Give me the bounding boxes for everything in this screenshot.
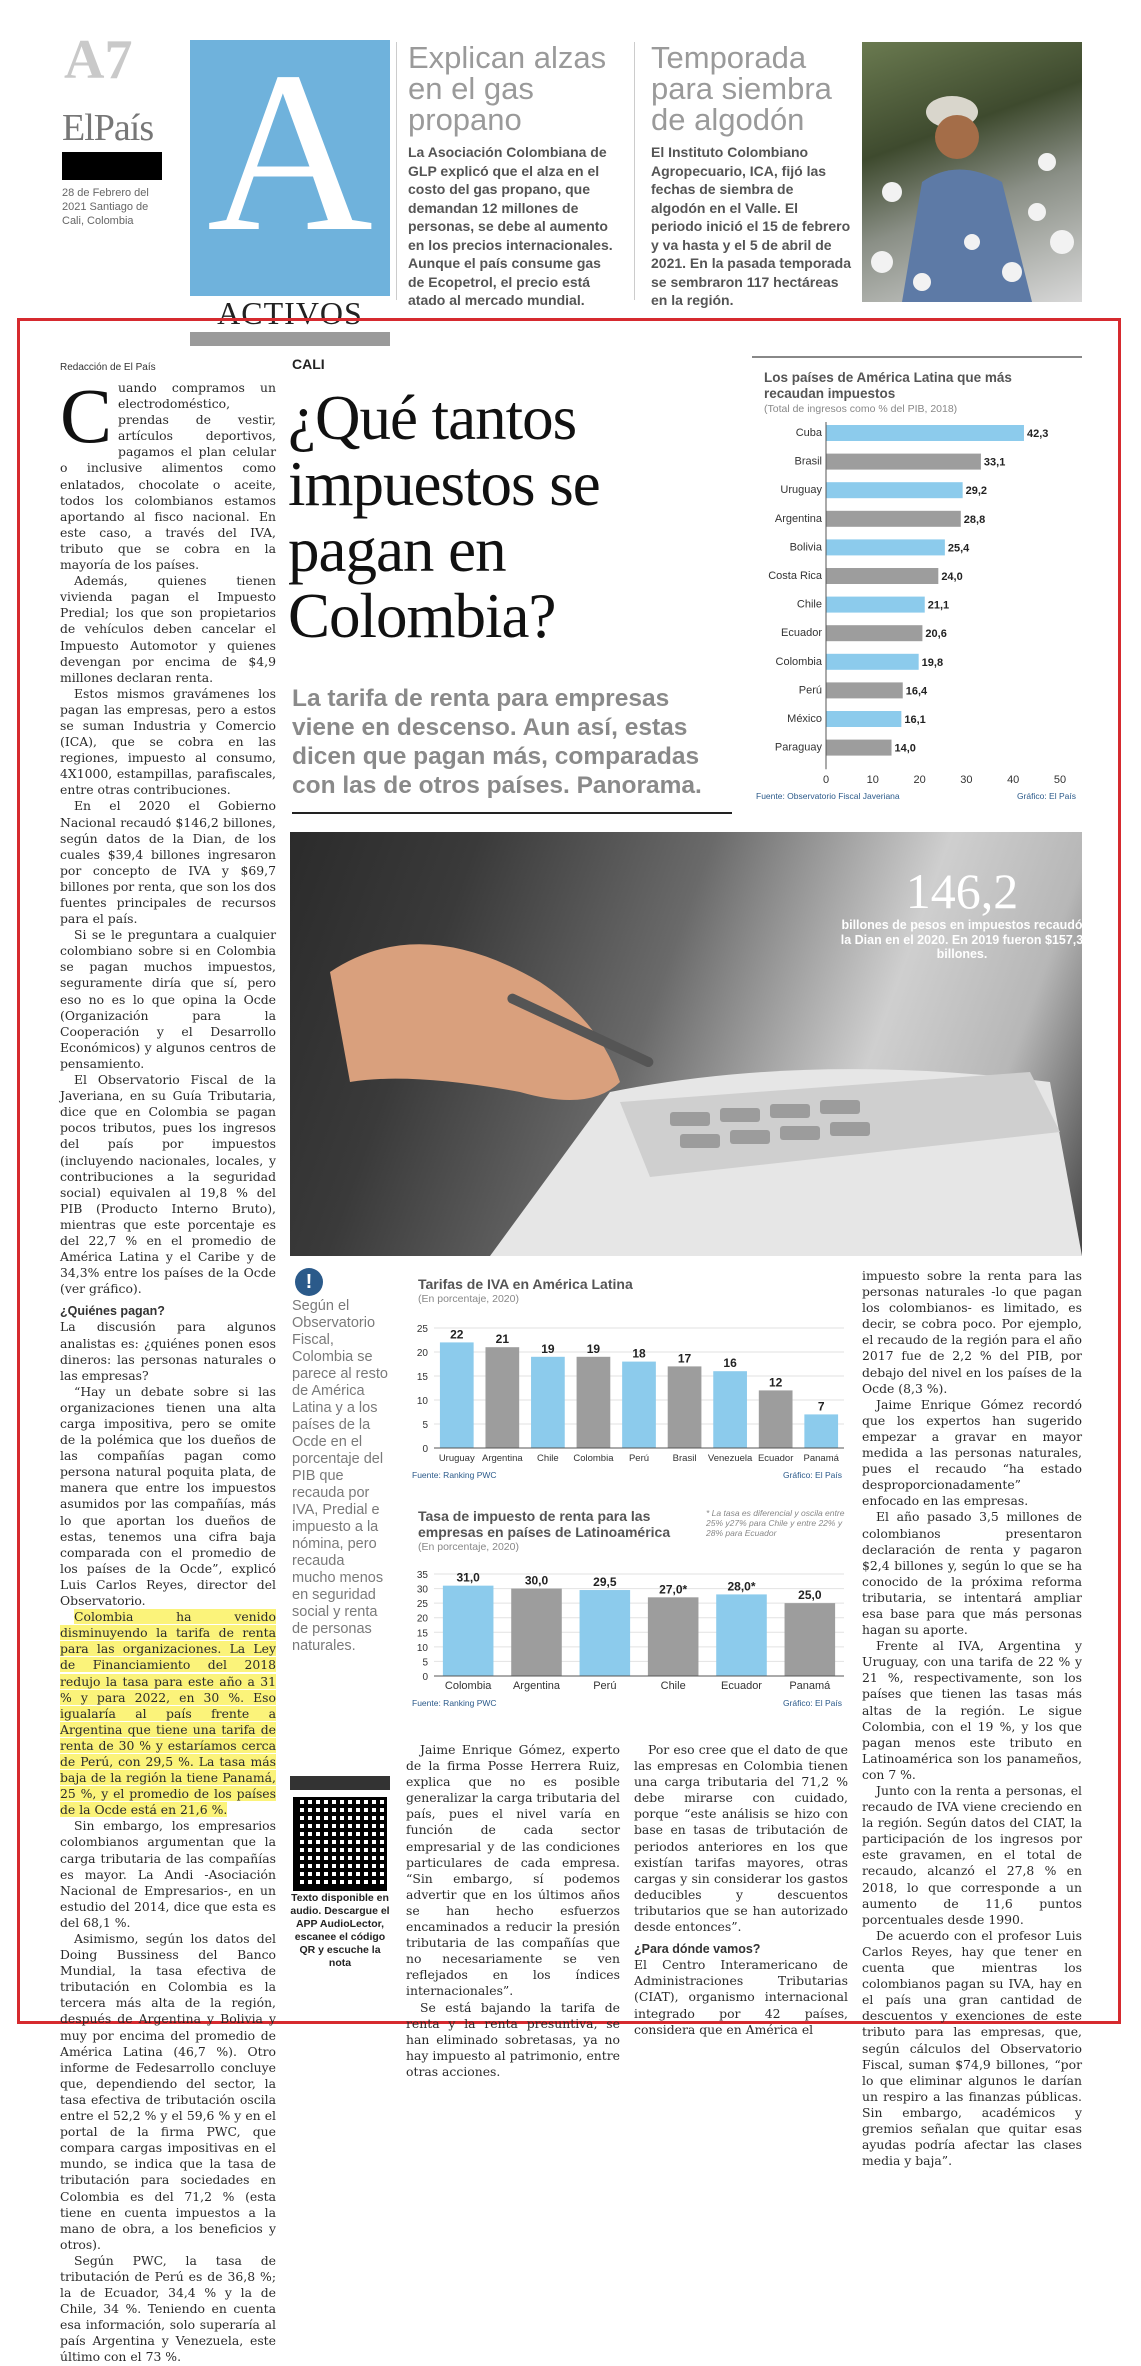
data-label: 19,8 (921, 656, 944, 669)
tick-label: 5 (422, 1657, 428, 1669)
chart-subtitle: (En porcentaje, 2020) (418, 1541, 519, 1553)
teaser-algodon[interactable] (651, 42, 851, 310)
paragraph: Además, quienes tienen vivienda pagan el Impuesto Predial; los que son propietarios de vehículos deben cancelar el Impuesto Automotor y quienes devengan por encima de $4,9 millones declaran renta. (60, 573, 276, 685)
tick-label: Perú (593, 1680, 617, 1692)
paragraph: Por eso cree que el dato de que las empresas en Colombia tienen una carga tributaria del 71,2 % debe mirarse con cuidado, porque “este análisis se hizo con base en tasas de tributación de periodos anteriores en los que existían tarifas mayores, otras cargas y sin considerar los gastos deducibles y descuentos tributarios que se han autorizado desde entonces”. (634, 1742, 848, 1935)
paragraph: Frente al IVA, Argentina y Uruguay, con una tarifa de 22 % y 21 %, respectivamente, son los países que tienen las tasas más altas de la región. Le sigue Colombia, con el 19 %, y los que pagan menos este tributo en Latinoamérica son los panameños, con 7 %. (862, 1638, 1082, 1782)
data-label: 33,1 (983, 456, 1006, 469)
bar (440, 1342, 474, 1448)
bar (759, 1390, 793, 1448)
qr-code[interactable] (293, 1797, 387, 1891)
tick-label: Ecuador (781, 627, 822, 640)
tick-label: Chile (796, 598, 822, 611)
section-logo (190, 24, 390, 331)
bar (531, 1357, 565, 1448)
chart-title: Tasa de impuesto de renta para las empresas en países de Latinoamérica (418, 1508, 671, 1540)
chart-subtitle: (Total de ingresos como % del PIB, 2018) (764, 403, 958, 415)
data-label: 20,6 (925, 628, 947, 641)
tick-label: 15 (416, 1372, 428, 1383)
bar (668, 1366, 702, 1448)
deck-rule (292, 812, 732, 814)
qr-caption: Texto disponible en audio. Descargue el APP AudioLector, escanee el código QR y escuche la nota (290, 1892, 390, 1969)
paragraph: La discusión para algunos analistas es: ¿quiénes ponen esos dineros: las personas naturales o las empresas? (60, 1319, 276, 1383)
chart-tax-revenue (752, 356, 1082, 816)
tick-label: 0 (422, 1444, 428, 1455)
tick-label: México (787, 713, 822, 725)
tick-label: Ecuador (757, 1453, 794, 1464)
bar (577, 1357, 611, 1448)
bar (826, 568, 938, 584)
paragraph: El Observatorio Fiscal de la Javeriana, en su Guía Tributaria, dice que en Colombia se pagan pocos tributos, pues los ingresos del país por impuestos (incluyendo nacionales, locales, y contribuciones a la seguridad social) equivalen al 19,8 % del PIB (Producto Interno Bruto), mientras que este porcentaje es del 22,7 % en el promedio de América Latina y el Caribe y de 34,3% entre los países de la Ocde (ver gráfico). (60, 1072, 276, 1297)
tick-label: Colombia (573, 1453, 614, 1464)
tick-label: 10 (416, 1642, 428, 1654)
brand-logo: ElPaís (62, 107, 154, 149)
highlighted-paragraph: Colombia ha venido disminuyendo la tarifa de renta para las organizaciones. La Ley de Financiamiento del 2018 redujo la tasa para este año a 31 % y para 2022, en 30 %. Eso igualaría al país frente a Argentina que tiene una tarifa de renta de 30 % y estaríamos cerca de Perú, con 29,5 %. La tasa más baja de la región la tiene Panamá, 25 %, y el promedio de los países de la Ocde está en 21,6 %. (60, 1609, 276, 1818)
tick-label: 25 (416, 1599, 428, 1611)
paragraph: Si se le preguntara a cualquier colombiano sobre si en Colombia se pagan muchos impuestos, seguramente diría que sí, pero eso no es lo que opina la Ocde (Organización para la Cooperación y el Desarrollo Económicos) y algunos centros de pensamiento. (60, 927, 276, 1071)
paragraph: Jaime Enrique Gómez recordó que los expertos han sugerido empezar a gravar en mayor medida a las personas naturales, pues el recaudo “ha estado desproporcionadamente” enfocado en las empresas. (862, 1396, 1082, 1509)
teaser-title: Explican alzas en el gas propano (408, 40, 607, 137)
chart-credit: Gráfico: El País (782, 1470, 842, 1480)
bar (826, 511, 961, 527)
tick-label: 5 (422, 1420, 428, 1431)
tick-label: 35 (416, 1570, 428, 1581)
data-label: 21,1 (927, 599, 950, 612)
data-label: 16 (723, 1356, 737, 1371)
data-label: 14,0 (894, 742, 916, 755)
bar (485, 1347, 519, 1448)
teaser-gas[interactable] (408, 42, 620, 310)
data-label: 19 (541, 1341, 555, 1356)
data-label: 31,0 (456, 1570, 480, 1585)
bar (826, 597, 925, 613)
tick-label: 0 (422, 1672, 428, 1683)
paragraph: Junto con la renta a personas, el recaudo de IVA viene creciendo en la región. Según datos del CIAT, la participación de los ingresos por este gravamen, en el total de recaudo, alcanzó el 27,8 % en 2018, lo que corresponde a un aumento de 11,6 puntos porcentuales desde 1990. (862, 1783, 1082, 1927)
data-label: 28,0* (727, 1579, 756, 1594)
paragraph: Sin embargo, los empresarios colombianos argumentan que la carga tributaria de las compañías es mayor. La Andi -Asociación Nacional de Empresarios-, en un estudio del 2014, dice que esta es del 68,1 %. (60, 1818, 276, 1930)
subhead: ¿Quiénes pagan? (60, 1304, 165, 1319)
tick-label: 20 (416, 1613, 428, 1625)
tick-label: 20 (913, 774, 926, 787)
data-label: 17 (677, 1351, 692, 1366)
data-label: 29,2 (965, 485, 988, 498)
chart-1-plot (752, 418, 1082, 808)
bar (826, 711, 901, 727)
tick-label: 0 (822, 774, 830, 787)
paragraph: En el 2020 el Gobierno Nacional recaudó $146,2 billones, según datos de la Dian, de los cuales $39,4 billones ingresaron por concepto de IVA y $69,7 billones por renta, que son los dos fuentes principales de recursos para el país. (60, 798, 277, 927)
chart-2-plot (406, 1312, 848, 1482)
tick-label: 10 (866, 774, 879, 787)
chart-title: Tarifas de IVA en América Latina (418, 1276, 633, 1292)
data-label: 16,4 (905, 685, 928, 698)
tick-label: Ecuador (721, 1680, 762, 1692)
drop-cap: C (60, 372, 113, 459)
qr-bar (290, 1776, 390, 1790)
kicker: CALI (292, 356, 325, 372)
teaser-title: Temporada para siembra de algodón (651, 40, 832, 137)
paragraph: “Hay un debate sobre si las organizaciones tienen una alta carga impositiva, pero se omite de la polémica que los dueños de las compañías pagan como persona natural poquita plata, de manera que entre los impuestos asumidos por las compañías, más lo que aportan los dueños de estas, tenemos una cifra baja comparada con el promedio de los países de la Ocde”, explicó Luis Carlos Reyes, director del Observatorio. (60, 1383, 276, 1609)
tick-label: Costa Rica (768, 570, 822, 582)
tick-label: Colombia (444, 1680, 492, 1692)
tick-label: 15 (416, 1628, 428, 1640)
bar (826, 539, 945, 555)
section-letter: A (206, 24, 374, 279)
tick-label: Panamá (789, 1680, 831, 1692)
paragraph: De acuerdo con el profesor Luis Carlos Reyes, hay que tener en cuenta que mientras los colombianos pagan su IVA, hay en el país una gran cantidad de descuentos y exenciones de este tributo para las empresas, que, según cálculos del Observatorio Fiscal, suman $74,9 billones, “por lo que eliminar algunos le darían un respiro a las finanzas públicas. Sin embargo, académicos y gremios señalan que quitar esas ayudas podría afectar las clases media y baja”. (862, 1927, 1082, 2169)
tick-label: 30 (960, 774, 973, 787)
tick-label: Venezuela (707, 1453, 753, 1464)
data-label: 22 (450, 1327, 464, 1342)
page-number: A7 (64, 29, 133, 91)
divider (634, 42, 635, 300)
bar (716, 1594, 767, 1676)
dateline: 28 de Febrero del 2021 Santiago de Cali, Colombia (62, 187, 149, 227)
section-word: ACTIVOS (190, 296, 390, 330)
bar (648, 1597, 699, 1676)
headline: ¿Qué tantos impuestos se pagan en Colombia? (288, 383, 600, 651)
tick-label: Argentina (481, 1453, 523, 1464)
chart-rule (752, 356, 1082, 358)
bar (826, 654, 919, 670)
bar (826, 682, 903, 698)
data-label: 24,0 (941, 571, 963, 583)
bar (826, 454, 981, 470)
data-label: 30,0 (524, 1573, 549, 1588)
data-label: 29,5 (593, 1575, 617, 1590)
teaser-body: La Asociación Colombiana de GLP explicó que el alza en el costo del gas propano, que demandan 12 millones de personas, se debe al aumento en los precios internacionales. Aunque el país consume gas de Ecopetrol, el precio está atado al mercado mundial. (408, 144, 613, 308)
tick-label: Argentina (512, 1680, 561, 1692)
article-column-1 (60, 372, 277, 2366)
tick-label: Brasil (794, 455, 822, 468)
bar (826, 425, 1024, 441)
chart-source: Fuente: Ranking PWC (412, 1470, 497, 1480)
chart-iva (406, 1268, 848, 1484)
tick-label: Argentina (774, 512, 822, 525)
data-label: 12 (768, 1375, 783, 1390)
tick-label: Colombia (775, 655, 822, 668)
byline: Redacción de El País (60, 362, 156, 373)
data-label: 16,1 (904, 714, 926, 726)
data-label: 28,8 (963, 513, 986, 526)
paragraph: uando compramos un electrodoméstico, prendas de vestir, artículos deportivos, pagamos el plan celular o inclusive alimentos como enlatados, chocolate o aceite, todos los colombianos estamos aportando al fisco nacional. En este caso, a través del IVA, tributo que se cobra en la mayoría de los países. (60, 380, 276, 573)
data-label: 21 (495, 1332, 510, 1347)
subhead: ¿Para dónde vamos? (634, 1942, 761, 1957)
bar (622, 1362, 656, 1448)
paragraph: El Centro Interamericano de Administraciones Tributarias (CIAT), organismo internacional integrado por 42 países, considera que en América el (634, 1957, 848, 2037)
tick-label: 30 (416, 1584, 428, 1596)
chart-note: * La tasa es diferencial y oscila entre 25% y27% para Chile y entre 22% y 28% para Ecuador (706, 1508, 845, 1538)
stat-text: billones de pesos en impuestos recaudó la Dian en el 2020. En 2019 fueron $157,3 billones. (840, 918, 1084, 961)
bar (580, 1590, 631, 1676)
article-column-3 (634, 1742, 848, 2038)
paragraph: Asimismo, según los datos del Doing Bussiness del Banco Mundial, la tasa efectiva de tributación en Colombia es la tercera más alta de la región, después de Argentina y Bolivia y muy por encima del promedio de América Latina (46,7 %). Otro informe de Fedesarrollo concluye que, dependiendo del sector, la tasa efectiva de tributación oscila entre el 52,2 % y el 59,6 % y en el portal de la firma PWC, que compara cargas impositivas en el mundo, se indica que la tasa de tributación para sociedades en Colombia es del 71,2 % (esta tiene en cuenta impuestos a la mano de obra, a los beneficios y otros). (60, 1931, 276, 2252)
chart-source: Fuente: Ranking PWC (412, 1698, 497, 1708)
paragraph: El año pasado 3,5 millones de colombianos presentaron declaración de renta y pagaron $2,4 billones y, según lo que se ha conocido de la próxima reforma tributaria, se intentará ampliar esa base para que más personas hagan su aporte. (862, 1509, 1082, 1638)
tick-label: Cuba (795, 427, 822, 439)
bar (713, 1371, 747, 1448)
tick-label: Perú (798, 684, 822, 697)
tick-label: Panamá (803, 1453, 839, 1464)
teaser-body: El Instituto Colombiano Agropecuario, ICA, fijó las fechas de siembra de algodón en el Valle. El periodo inició el 15 de febrero y va hasta y el 5 de abril de 2021. En la pasada temporada se sembraron 117 hectáreas en la región. (651, 144, 851, 308)
bar (826, 482, 963, 498)
data-label: 25,0 (798, 1588, 822, 1603)
divider (396, 42, 397, 300)
tick-label: Chile (537, 1453, 559, 1464)
brand-bar (62, 152, 162, 180)
tick-label: 10 (416, 1396, 428, 1407)
bar (804, 1414, 838, 1448)
article-column-2 (406, 1742, 620, 2080)
chart-3-plot (406, 1558, 848, 1712)
bar (443, 1586, 494, 1676)
bar (785, 1603, 836, 1676)
chart-source: Fuente: Observatorio Fiscal Javeriana (756, 791, 900, 802)
paragraph: Jaime Enrique Gómez, experto de la firma Posse Herrera Ruiz, explica que no es posible generalizar la carga tributaria del país, pues el nivel varía en función de cada sector empresarial y de las condiciones particulares de cada empresa. “Sin embargo, sí podemos advertir que en los últimos años se han hecho esfuerzos encaminados a reducir la presión tributaria de las compañías que no necesariamente se ven reflejados en los índices internacionales”. (406, 1742, 620, 1999)
tick-label: Bolivia (789, 541, 822, 554)
sidebar-note: Según el Observatorio Fiscal, Colombia se parece al resto de América Latina y a los países de la Ocde en el porcentaje del PIB que recauda por IVA, Predial e impuesto a la nómina, pero recauda mucho menos en seguridad social y renta de personas naturales. (292, 1298, 388, 1654)
deck: La tarifa de renta para empresas viene en descenso. Aun así, estas dicen que pagan más, comparadas con las de otros países. Panorama. (292, 685, 702, 799)
tick-label: 25 (416, 1324, 428, 1335)
paragraph: Estos mismos gravámenes los pagan las empresas, pero a estos se suman Industria y Comercio (ICA), que se cobra en las regiones, impuesto al consumo, 4X1000, estampillas, parafiscales, entre otras contribuciones. (60, 685, 276, 798)
chart-title: Los países de América Latina que más recaudan impuestos (764, 370, 1012, 401)
stat-value: 146,2 (905, 863, 1019, 919)
chart-subtitle: (En porcentaje, 2020) (418, 1293, 519, 1305)
chart-credit: Gráfico: El País (1016, 791, 1076, 802)
tick-label: 50 (1053, 774, 1067, 787)
info-icon: ! (295, 1268, 323, 1296)
bar (826, 625, 922, 641)
data-label: 27,0* (659, 1582, 688, 1597)
tick-label: Uruguay (780, 484, 822, 497)
data-label: 42,3 (1026, 428, 1049, 440)
data-label: 7 (817, 1399, 825, 1414)
tick-label: Brasil (672, 1453, 697, 1464)
tick-label: Paraguay (774, 741, 822, 754)
tick-label: 20 (416, 1348, 428, 1359)
tick-label: Perú (628, 1453, 650, 1464)
tick-label: 40 (1007, 774, 1020, 787)
bar (511, 1589, 562, 1676)
data-label: 18 (632, 1346, 646, 1361)
paragraph: impuesto sobre la renta para las personas naturales -lo que pagan los colombianos- es limitado, es decir, se cobra poco. Por ejemplo, el recaudo de la región para el año 2017 fue de 2,2 % del PIB, por debajo del nivel en los países de la Ocde (8,3 %). (862, 1268, 1082, 1396)
data-label: 25,4 (947, 542, 970, 555)
chart-renta (406, 1500, 848, 1712)
tick-label: Chile (660, 1680, 686, 1692)
paragraph: Se está bajando la tarifa de renta y la renta presuntiva, se han eliminado sobretasas, ya no hay impuesto al patrimonio, entre otras acciones. (406, 1999, 620, 2079)
tick-label: Uruguay (438, 1453, 475, 1464)
bar (826, 740, 892, 756)
chart-credit: Gráfico: El País (782, 1698, 842, 1708)
data-label: 19 (586, 1341, 601, 1356)
cotton-farmer-photo (862, 42, 1082, 302)
paragraph: Según PWC, la tasa de tributación de Perú es de 36,8 %; la de Ecuador, 34,4 % y la de Chile, 34 %. Teniendo en cuenta esa información, solo superaría al país Argentina y Venezuela, este último con el 73 %. (60, 2252, 276, 2365)
article-column-4 (862, 1268, 1082, 2169)
